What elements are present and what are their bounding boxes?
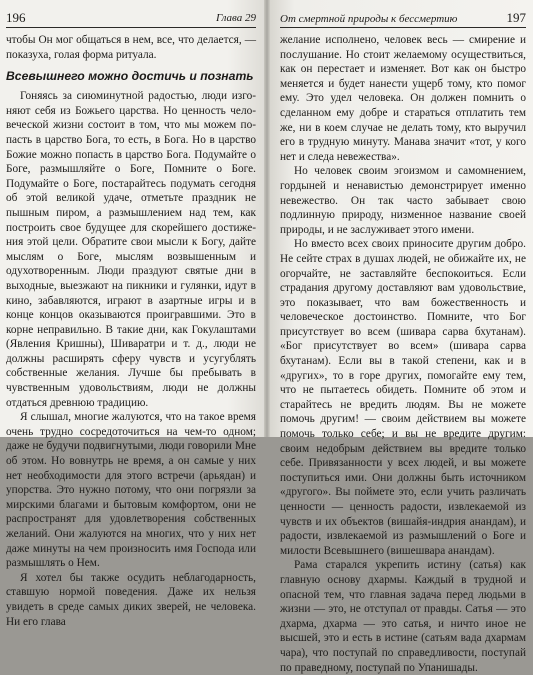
book-gutter xyxy=(264,0,270,437)
right-paragraph-3: Рама старался укрепить истину (сатья) как главную основу дхармы. Каждый в трудной и опасной тем, что главная задача перед людьми в жизни — это, не отступал от правды. Сатья — это дхарма, дхарма — это сатья, и ничто иное не высшей, это и есть в истине (сатьям вада дхармам чара), что поступай по справедливости, поступай по праведному, поступай по Упанишады. xyxy=(280,559,526,674)
left-page-body xyxy=(6,33,256,629)
left-paragraph-3: Я хотел бы также осудить неблагодарность, ставшую нормой поведения. Даже их нельзя увидеть в среде самых диких зверей, не человека. Ни его глава xyxy=(6,571,256,628)
right-paragraph-1: Но человек своим эгоизмом и самомнением, гордыней и ненавистью демонстрирует именно невежество. Он так часто забывает свою подлинную природу, низменное название своей природы, и не заслуживает этого имени. xyxy=(280,165,526,236)
left-paragraph-1: Гоняясь за сиюминутной радостью, люди изгоняют себя из Божьего царства. Но ценность человеческой жизни состоит в том, что мы можем попасть в царство Бога, то есть, в Бога. Но в царство Божие можно попасть в царство Бога. Подумайте о Боге, размышляйте о Боге, Помните о Боге. Подумайте о Боге, постарайтесь подумать сегодня об этой великой удаче, отметьте праздник не пышным пиром, а размышлением над тем, как построить свое будущее для скорейшего достижения этой цели. Обратите свои мысли к Богу, дайте мыслям о Боге, мыслям возвышенным и одухотворенным. Люди праздуют святые дни в выходные, выезжают на пикники и гулянки, идут в кино, забавляются, играют в азартные игры и в конце концов оказываются проигравшими. Это в корне неправильно. В такие дни, как Гокулаштами (Явления Кришны), Шиваратри и т. д., люди не должны расширять сферу чувств и усугублять собственные желания. Лучше бы пребывать в чувственным удовольствиям, люди не должны отдаться древнюю традицию. xyxy=(6,90,256,409)
left-header-rule xyxy=(6,27,256,28)
left-running-head: Глава 29 xyxy=(215,12,256,24)
right-paragraph-0: желание исполнено, человек весь — смирение и послушание. Но стоит желаемому осуществиться, как он перестает и изменяет. Вот как он быстро меняется и будет нанести ущерб тому, кто помог ему. Это удел человека. Он должен помнить о сделанном ему добре и стараться отплатить тем же, ни в коем случае не делать тому, кто выручил его в трудную минуту. Манава значит «тот, у кого нет и следа невежества». xyxy=(280,34,526,163)
left-page xyxy=(0,0,268,628)
right-page-number: 197 xyxy=(506,10,526,25)
right-page-header xyxy=(280,10,526,26)
left-paragraph-0: чтобы Он мог общаться в нем, все, что делается, — показуха, голая форма ритуала. xyxy=(6,34,256,61)
left-paragraph-2: Я слышал, многие жалуются, что на такое время очень трудно сосредоточиться на чем-то одном; даже не будучи подвигнутыми, люди говорили Мне об этом. Но вовнутрь не время, а он самые у них нет необходимости для этого встречи (арьядан) и упорства. Это нужно потому, что они погрязли за мирскими благами и бытовым комфортом, они не распространят для удовлетворения собственных желаний. Они жалуются на многих, что у них нет даже минуты на чем произносить имя Господа или размышлять о Нем. xyxy=(6,411,256,570)
right-page xyxy=(268,0,533,674)
right-header-rule xyxy=(280,27,526,28)
right-page-body xyxy=(280,33,526,675)
section-heading: Всевышнего можно достичь и познать xyxy=(6,69,254,84)
right-paragraph-2: Но вместо всех своих приносите другим добро. Не сейте страх в душах людей, не обижайте их, не огорчайте, не заставляйте беспокоиться. Если страдания другому доставляют вам удовольствие, это показывает, что вам божественность и человеческое достоинство. Помните, что Бог присутствует во всем (шивара сарва бхутанам). «Бог присутствует во всем» (шивара сарва бхутанам). Если вы в такой степени, как и в «других», то в горе других, помогайте ему тем, что не пытаетесь обидеть. Помните об этом и старайтесь не вредить людям. Вы не можете помочь другим! — своим действием вы можете помочь только себе; и вы не вредите другим: своим недобрым действием вы вредите только себе. Привязанности у всех людей, и вы можете поступиться ими. Они должны быть источником «другого». Вы поймете это, если учить различать ценности — ценность радости, извлекаемой из чувств и их объектов (вишайя-индрия анандам), и радости, извлекаемой из размышлений о Боге и милости Всевышнего (вишешвара анандам). xyxy=(280,238,526,557)
left-page-number: 196 xyxy=(6,10,26,25)
right-running-head: От смертной природы к бессмертию xyxy=(280,13,458,25)
left-page-header xyxy=(6,10,256,26)
